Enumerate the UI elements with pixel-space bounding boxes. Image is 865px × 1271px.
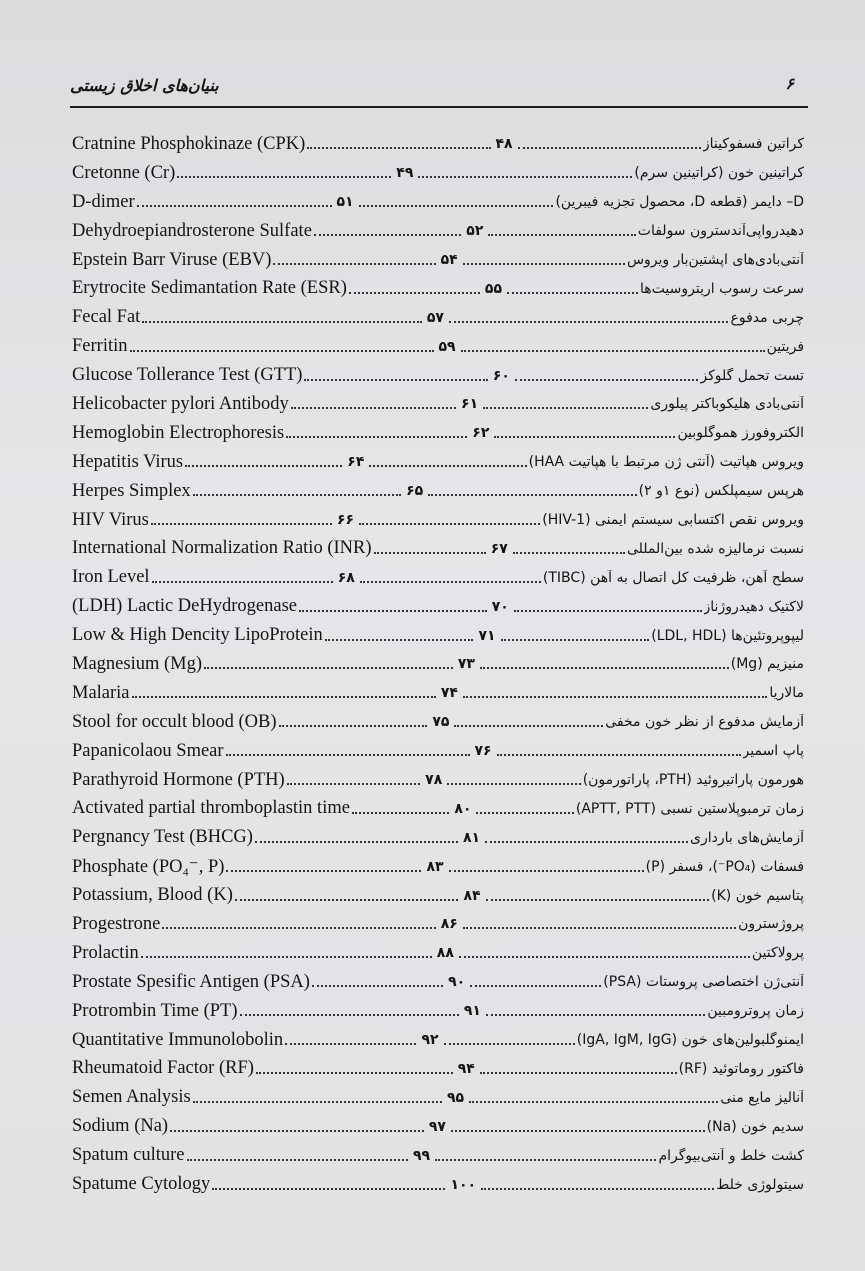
toc-persian-title: آنالیز مایع منی: [720, 1089, 805, 1106]
dot-leader: [349, 292, 480, 294]
toc-english-title: Ferritin: [72, 336, 128, 357]
toc-row: [72, 679, 804, 708]
toc-persian-title: فریتین: [766, 338, 805, 355]
toc-english-title: International Normalization Ratio (INR): [72, 538, 372, 559]
toc-persian-title: زمان پروترومبین: [707, 1003, 805, 1020]
toc-page-number: ۶۲: [472, 425, 490, 442]
toc-row: [72, 303, 804, 332]
dot-leader: [435, 1159, 656, 1161]
toc-persian-title: ویروس هپاتیت (آنتی ژن مرتبط با هپاتیت HAA): [528, 454, 804, 471]
toc-row: [72, 708, 804, 737]
toc-english-title: Glucose Tollerance Test (GTT): [72, 365, 303, 386]
toc-persian-title: کراتین فسفوکیناز: [702, 136, 804, 153]
toc-persian-title: پروژسترون: [738, 916, 804, 933]
toc-persian-title: سدیم خون (Na): [706, 1118, 805, 1135]
toc-page-number: ۵۷: [426, 309, 444, 326]
toc-english-title: Quantitative Immunolobolin: [72, 1029, 284, 1050]
toc-row: [72, 274, 804, 303]
toc-persian-title: هرپس سیمپلکس (نوع ۱و ۲): [638, 483, 805, 500]
toc-persian-title: فسفات (PO₄⁻)، فسفر (P): [645, 858, 805, 875]
toc-row: [72, 823, 804, 852]
toc-page-number: ۶۰: [492, 367, 510, 384]
toc-english-title: Spatum culture: [72, 1145, 185, 1166]
dot-leader: [480, 667, 729, 669]
dot-leader: [187, 1159, 408, 1161]
toc-persian-title: چربی مدفوع: [730, 309, 805, 326]
toc-page-number: ۵۹: [438, 338, 456, 355]
toc-persian-title: پاپ اسمیر: [742, 743, 804, 760]
dot-leader: [480, 1072, 677, 1074]
dot-leader: [226, 870, 421, 872]
toc-persian-title: دهیدرواپی‌آندسترون سولفات: [637, 223, 805, 240]
dot-leader: [469, 1101, 718, 1103]
toc-page-number: ۹۴: [457, 1060, 475, 1077]
dot-leader: [461, 350, 765, 352]
dot-leader: [287, 783, 420, 785]
toc-page-number: ۸۶: [440, 916, 458, 933]
toc-english-title: (LDH) Lactic DeHydrogenase: [72, 596, 297, 617]
toc-english-title: Hepatitis Virus: [72, 451, 184, 472]
toc-english-title: D-dimer: [72, 191, 135, 212]
toc-page-number: ۷۸: [425, 772, 443, 789]
dot-leader: [507, 292, 638, 294]
dot-leader: [359, 523, 540, 525]
toc-row: [72, 592, 804, 621]
toc-persian-title: تست تحمل گلوکز: [700, 367, 804, 384]
toc-english-title: Papanicolaou Smear: [72, 740, 224, 761]
toc-persian-title: آنتی‌ژن اختصاصی پروستات (PSA): [603, 974, 804, 991]
toc-row: [72, 852, 804, 881]
dot-leader: [459, 956, 750, 958]
toc-persian-title: منیزیم (Mg): [730, 656, 804, 673]
toc-page-number: ۶۸: [337, 569, 355, 586]
toc-row: [72, 419, 804, 448]
toc-row: [72, 477, 804, 506]
toc-page-number: ۷۱: [478, 627, 496, 644]
toc-row: [72, 188, 804, 217]
toc-row: [72, 217, 804, 246]
dot-leader: [501, 639, 650, 641]
toc-row: [72, 534, 804, 563]
toc-page-number: ۵۵: [484, 280, 502, 297]
toc-english-title: Malaria: [72, 682, 130, 703]
toc-english-title: Cratnine Phosphokinaze (CPK): [72, 133, 306, 154]
dot-leader: [273, 263, 435, 265]
dot-leader: [494, 436, 675, 438]
toc-page-number: ۸۰: [454, 800, 472, 817]
toc-row: [72, 621, 804, 650]
dot-leader: [235, 899, 459, 901]
dot-leader: [454, 725, 603, 727]
toc-persian-title: پرولاکتین: [751, 945, 804, 962]
dot-leader: [359, 205, 554, 207]
toc-english-title: Low & High Dencity LipoProtein: [72, 625, 323, 646]
dot-leader: [193, 1101, 442, 1103]
dot-leader: [418, 176, 632, 178]
toc-english-title: Magnesium (Mg): [72, 653, 202, 674]
dot-leader: [130, 350, 434, 352]
toc-english-title: Herpes Simplex: [72, 480, 191, 501]
toc-persian-title: لیپوپروتئین‌ها (LDL, HDL): [651, 627, 805, 644]
dot-leader: [312, 985, 443, 987]
toc-page-number: ۵۲: [466, 223, 484, 240]
toc-persian-title: سرعت رسوب اریتروسیت‌ها: [640, 280, 804, 297]
toc-row: [72, 910, 804, 939]
toc-page-number: ۹۷: [428, 1118, 446, 1135]
dot-leader: [447, 783, 580, 785]
toc-page-number: ۸۱: [462, 829, 481, 846]
toc-english-title: Helicobacter pylori Antibody: [72, 393, 289, 414]
dot-leader: [481, 1188, 714, 1190]
toc-persian-title: کراتینین خون (کراتینین سرم): [634, 165, 805, 182]
toc-english-title: Prostate Spesific Antigen (PSA): [72, 971, 310, 992]
dot-leader: [226, 754, 470, 756]
toc-persian-title: ویروس نقص اکتسابی سیستم ایمنی (HIV-1): [542, 512, 804, 529]
toc-english-title: Cretonne (Cr): [72, 162, 176, 183]
dot-leader: [463, 263, 625, 265]
toc-page-number: ۷۵: [432, 714, 450, 731]
toc-page-number: ۶۵: [406, 483, 424, 500]
dot-leader: [152, 581, 333, 583]
dot-leader: [314, 234, 461, 236]
toc-english-title: Rheumatoid Factor (RF): [72, 1058, 254, 1079]
toc-persian-title: پتاسیم خون (K): [711, 887, 804, 904]
dot-leader: [204, 667, 453, 669]
toc-page-number: ۴۸: [495, 136, 513, 153]
toc-english-title: Prolactin: [72, 942, 139, 963]
toc-persian-title: هورمون پاراتیروئید (PTH، پاراتورمون): [582, 772, 805, 789]
toc-row: [72, 390, 804, 419]
dot-leader: [255, 841, 458, 843]
dot-leader: [151, 523, 332, 525]
toc-english-title: Hemoglobin Electrophoresis: [72, 422, 285, 443]
toc-persian-title: مالاریا: [769, 685, 805, 702]
toc-row: [72, 997, 804, 1026]
running-title: بنیان‌های اخلاق زیستی: [70, 76, 219, 95]
toc-row: [72, 766, 804, 795]
dot-leader: [463, 927, 736, 929]
toc-row: [72, 361, 804, 390]
toc-row: [72, 1141, 804, 1170]
toc-persian-title: کشت خلط و آنتی‌بیوگرام: [658, 1147, 805, 1164]
dot-leader: [451, 1130, 705, 1132]
toc-english-title: Potassium, Blood (K): [72, 885, 233, 906]
toc-persian-title: سطح آهن، ظرفیت کل اتصال به آهن (TIBC): [542, 569, 805, 586]
toc-persian-title: سیتولوژی خلط: [716, 1176, 804, 1193]
dot-leader: [141, 956, 432, 958]
dot-leader: [514, 610, 702, 612]
toc-page-number: ۷۰: [491, 598, 509, 615]
toc-row: [72, 130, 804, 159]
dot-leader: [449, 321, 729, 323]
dot-leader: [307, 147, 490, 149]
toc-persian-title: نسبت نرمالیزه شده بین‌المللی: [626, 540, 805, 557]
toc-english-title: Stool for occult blood (OB): [72, 711, 277, 732]
toc-page-number: ۶۶: [336, 512, 355, 529]
toc-page-number: ۶۱: [461, 396, 479, 413]
toc-row: [72, 246, 804, 275]
toc-english-title: Progestrone: [72, 913, 161, 934]
toc-page-number: ۹۵: [446, 1089, 465, 1106]
toc-persian-title: زمان ترمبوپلاستین نسبی (APTT, PTT): [575, 800, 804, 817]
dot-leader: [286, 436, 467, 438]
toc-row: [72, 737, 804, 766]
toc-page-number: ۸۴: [463, 887, 481, 904]
toc-english-title: Semen Analysis: [72, 1087, 191, 1108]
toc-page-number: ۵۴: [440, 252, 458, 268]
dot-leader: [444, 1043, 575, 1045]
page-number: ۶: [785, 74, 794, 93]
toc-persian-title: آزمایش‌های بارداری: [690, 829, 804, 846]
toc-english-title: Pergnancy Test (BHCG): [72, 827, 253, 848]
dot-leader: [162, 927, 435, 929]
toc-english-title: Dehydroepiandrosterone Sulfate: [72, 220, 312, 241]
dot-leader: [177, 176, 391, 178]
dot-leader: [463, 696, 767, 698]
toc-page-number: ۹۰: [448, 974, 466, 991]
dot-leader: [449, 870, 644, 872]
toc-page-number: ۵۱: [336, 194, 354, 211]
toc-page-number: ۹۲: [421, 1032, 439, 1049]
page-header: [70, 72, 808, 108]
toc-row: [72, 1026, 804, 1055]
dot-leader: [193, 494, 401, 496]
toc-page-number: ۶۷: [490, 540, 508, 557]
toc-row: [72, 332, 804, 361]
toc-english-title: Spatume Cytology: [72, 1174, 211, 1194]
dot-leader: [299, 610, 487, 612]
toc-page-number: ۷۶: [474, 743, 492, 760]
toc-row: [72, 1083, 804, 1112]
toc-row: [72, 448, 804, 477]
toc-page-number: ۹۹: [412, 1147, 431, 1164]
dot-leader: [325, 639, 474, 641]
toc-english-title: HIV Virus: [72, 509, 149, 530]
table-of-contents: [72, 130, 804, 1199]
toc-page-number: ۷۴: [440, 685, 458, 702]
toc-row: [72, 563, 804, 592]
dot-leader: [485, 841, 688, 843]
toc-page-number: ۱۰۰: [450, 1176, 477, 1193]
toc-english-title: Fecal Fat: [72, 307, 141, 328]
dot-leader: [374, 552, 486, 554]
toc-persian-title: آنتی‌بادی هلیکوباکتر پیلوری: [650, 396, 804, 413]
toc-english-title: Phosphate (PO₄⁻, P): [72, 856, 225, 877]
toc-row: [72, 650, 804, 679]
toc-english-title: Parathyroid Hormone (PTH): [72, 769, 285, 790]
dot-leader: [360, 581, 541, 583]
toc-persian-title: ایمنوگلبولین‌های خون (IgA, IgM, IgG): [576, 1032, 804, 1049]
toc-row: [72, 1055, 804, 1084]
toc-english-title: Protrombin Time (PT): [72, 1000, 238, 1021]
dot-leader: [304, 379, 487, 381]
dot-leader: [486, 899, 710, 901]
dot-leader: [256, 1072, 453, 1074]
dot-leader: [428, 494, 636, 496]
dot-leader: [279, 725, 428, 727]
dot-leader: [212, 1188, 445, 1190]
toc-row: [72, 968, 804, 997]
toc-page-number: ۴۹: [396, 165, 414, 182]
toc-row: [72, 939, 804, 968]
dot-leader: [518, 147, 701, 149]
toc-english-title: Activated partial thromboplastin time: [72, 798, 350, 819]
toc-row: [72, 881, 804, 910]
dot-leader: [185, 465, 342, 467]
dot-leader: [170, 1130, 424, 1132]
toc-persian-title: لاکتیک دهیدروژناز: [703, 598, 804, 615]
dot-leader: [369, 465, 526, 467]
dot-leader: [132, 696, 436, 698]
dot-leader: [515, 379, 698, 381]
dot-leader: [513, 552, 625, 554]
toc-persian-title: فاکتور روماتوئید (RF): [678, 1060, 804, 1077]
toc-persian-title: آزمایش مدفوع از نظر خون مخفی: [605, 714, 805, 731]
toc-page-number: ۷۳: [457, 656, 475, 673]
toc-english-title: Iron Level: [72, 567, 150, 588]
toc-row: [72, 159, 804, 188]
toc-row: [72, 794, 804, 823]
toc-persian-title: آنتی‌بادی‌های اپشتین‌بار ویروس: [626, 252, 805, 268]
dot-leader: [142, 321, 422, 323]
dot-leader: [497, 754, 741, 756]
dot-leader: [285, 1043, 416, 1045]
toc-page-number: ۹۱: [463, 1003, 481, 1020]
dot-leader: [470, 985, 601, 987]
dot-leader: [486, 1014, 705, 1016]
toc-row: [72, 506, 804, 535]
toc-page-number: ۸۳: [426, 858, 444, 875]
toc-row: [72, 1170, 804, 1199]
toc-english-title: Erytrocite Sedimantation Rate (ESR): [72, 278, 347, 299]
dot-leader: [291, 407, 456, 409]
dot-leader: [483, 407, 648, 409]
dot-leader: [476, 812, 573, 814]
toc-persian-title: D– دایمر (قطعه D، محصول تجزیه فیبرین): [555, 194, 804, 211]
dot-leader: [488, 234, 635, 236]
toc-page-number: ۸۸: [436, 945, 454, 962]
toc-persian-title: الکتروفورز هموگلوبین: [677, 425, 804, 442]
dot-leader: [240, 1014, 459, 1016]
toc-page-number: ۶۴: [347, 454, 365, 471]
toc-english-title: Sodium (Na): [72, 1116, 169, 1137]
toc-row: [72, 1112, 804, 1141]
dot-leader: [137, 205, 332, 207]
dot-leader: [352, 812, 449, 814]
toc-english-title: Epstein Barr Viruse (EBV): [72, 249, 272, 270]
